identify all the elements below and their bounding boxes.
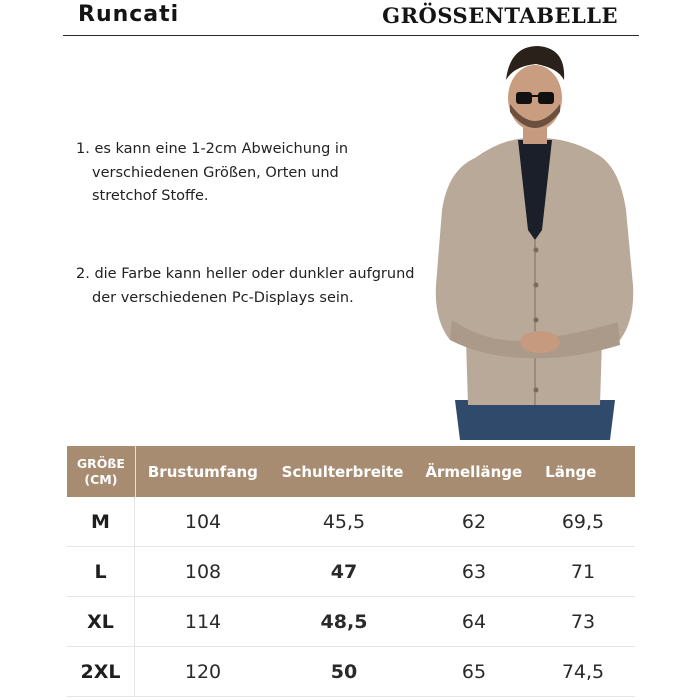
- length-cell: 69,5: [561, 510, 605, 533]
- chest-cell: 104: [184, 510, 222, 533]
- sleeve-cell: 65: [461, 660, 487, 683]
- header-divider: [63, 35, 639, 36]
- table-header: [67, 446, 635, 497]
- note-1-line-1: 1. es kann eine 1-2cm Abweichung in: [76, 141, 349, 157]
- brand-logo: Runcati: [78, 2, 180, 27]
- header-size-line-2: (CM): [84, 471, 118, 487]
- header-sleeve: Ärmellänge: [425, 462, 523, 481]
- length-cell: 71: [570, 560, 596, 583]
- note-1-line-3: stretchof Stoffe.: [92, 188, 209, 204]
- header-length: Länge: [545, 462, 597, 481]
- chest-cell: 108: [184, 560, 222, 583]
- sleeve-cell: 64: [461, 610, 487, 633]
- note-2: [76, 263, 426, 310]
- chest-cell: 114: [184, 610, 222, 633]
- header-shoulder: Schulterbreite: [281, 462, 404, 481]
- size-cell: XL: [67, 597, 135, 646]
- note-2-line-2: der verschiedenen Pc-Displays sein.: [92, 289, 354, 306]
- table-row: [67, 547, 635, 597]
- note-1-line-2: verschiedenen Größen, Orten und: [92, 164, 339, 181]
- length-cell: 74,5: [561, 660, 605, 683]
- sleeve-cell: 63: [461, 560, 487, 583]
- size-cell: M: [67, 497, 135, 546]
- header-chest: Brustumfang: [147, 462, 258, 481]
- table-row: [67, 497, 635, 547]
- shoulder-cell: 45,5: [322, 510, 366, 533]
- size-table: [67, 446, 635, 697]
- sleeve-cell: 62: [461, 510, 487, 533]
- note-2-line-1: 2. die Farbe kann heller oder dunkler aufgrund: [76, 266, 415, 282]
- shoulder-cell: 47: [330, 560, 358, 583]
- shoulder-cell: 48,5: [320, 610, 368, 633]
- note-1: [76, 138, 426, 209]
- size-cell: 2XL: [67, 647, 135, 696]
- page-title: GRÖSSENTABELLE: [382, 3, 618, 28]
- header-size-line-1: GRÖßE: [76, 455, 125, 471]
- shoulder-cell: 50: [330, 660, 358, 683]
- length-cell: 73: [570, 610, 596, 633]
- size-cell: L: [67, 547, 135, 596]
- model-photo: [430, 40, 640, 440]
- header-size: [67, 446, 135, 497]
- table-row: [67, 597, 635, 647]
- table-row: [67, 647, 635, 697]
- jeans-shape: [455, 400, 615, 440]
- chest-cell: 120: [184, 660, 222, 683]
